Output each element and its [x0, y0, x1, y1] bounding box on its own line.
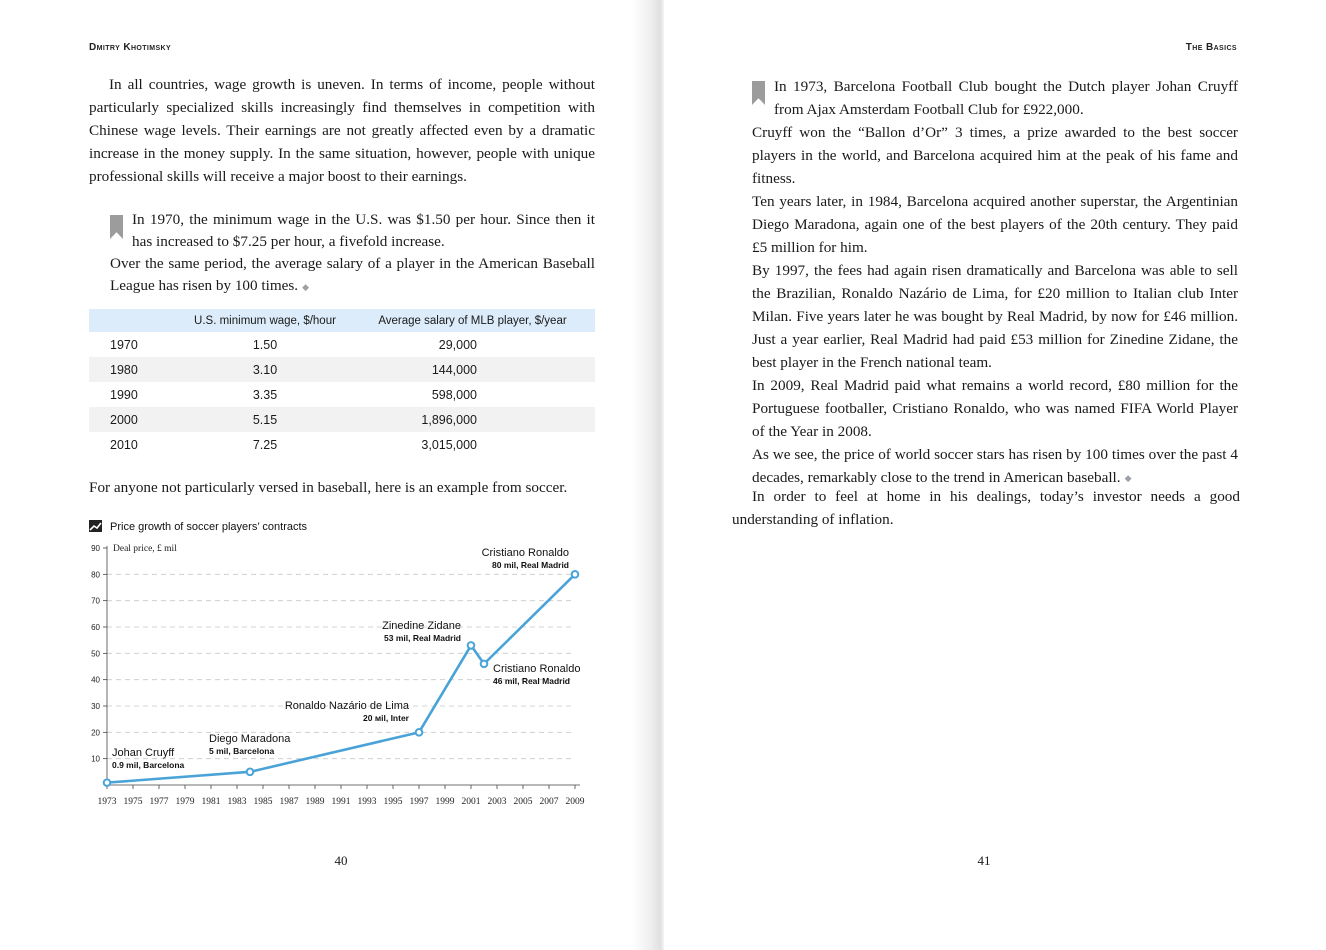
y-tick-label: 50: [91, 649, 100, 659]
data-point: [572, 571, 579, 578]
table-cell-wage: 7.25: [252, 437, 278, 452]
table-cell-salary: 3,015,000: [421, 437, 477, 452]
table-header-year: [89, 309, 180, 332]
y-tick-label: 80: [91, 570, 100, 580]
note-line-2: Cruyff won the “Ballon d’Or” 3 times, a prize awarded to the best soccer players in the world, and Barcelona acquired him at the peak of his fame and fitness.: [752, 124, 1238, 187]
table-row: [89, 332, 595, 357]
data-label: [493, 663, 580, 686]
paragraph-inflation: In order to feel at home in his dealings, today’s investor needs a good understanding of inflation.: [732, 488, 1240, 528]
x-tick-label: 1987: [279, 797, 299, 807]
table-cell-year: 2010: [110, 437, 138, 452]
table-cell-wage: 5.15: [180, 407, 350, 432]
table-header-min-wage: U.S. minimum wage, $/hour: [180, 309, 350, 332]
note-line-1: In 1970, the minimum wage in the U.S. was $1.50 per hour. Since then it has increased to $7.25 per hour, a fivefold increase.: [132, 211, 595, 250]
x-tick-label: 2001: [461, 797, 481, 807]
data-label: [382, 620, 461, 643]
data-label-deal: 46 mil, Real Madrid: [493, 675, 570, 686]
x-tick-label: 1997: [409, 797, 429, 807]
x-tick-label: 1979: [175, 797, 195, 807]
y-tick-label: 40: [91, 675, 100, 685]
data-label: [209, 733, 290, 756]
paragraph-soccer-intro: For anyone not particularly versed in baseball, here is an example from soccer.: [89, 479, 568, 496]
x-tick-label: 2009: [565, 797, 585, 807]
x-tick-label: 1977: [149, 797, 169, 807]
data-label: [285, 700, 409, 723]
chart-title-text: Price growth of soccer players’ contracts: [110, 521, 308, 533]
page-number-left: 40: [334, 853, 348, 868]
x-tick-label: 1973: [97, 797, 117, 807]
data-point: [104, 779, 111, 786]
data-label-deal: 53 mil, Real Madrid: [384, 633, 461, 644]
paragraph-wage-growth: In all countries, wage growth is uneven. In terms of income, people without particularly specialized skills increasingly find themselves in competition with Chinese wage levels. Their earnings are not greatly affected even by a dramatic increase in the money supply. In the same situation, however, people with unique professional skills will receive a major boost to their earnings.: [89, 76, 595, 185]
x-tick-label: 1991: [331, 797, 351, 807]
x-tick-label: 1983: [227, 797, 247, 807]
y-tick-label: 90: [91, 544, 100, 553]
page-number-right: 41: [977, 853, 991, 868]
note-line-2: Over the same period, the average salary of a player in the American Baseball League has risen by 100 times.: [110, 255, 595, 294]
data-point: [247, 769, 254, 776]
note-line-5: In 2009, Real Madrid paid what remains a world record, £80 million for the Portuguese footballer, Cristiano Ronaldo, who was named FIFA World Player of the Year in 2008.: [752, 377, 1238, 440]
x-tick-label: 1981: [201, 797, 221, 807]
table-cell-wage: 3.10: [180, 357, 350, 382]
table-cell-salary: 29,000: [438, 337, 477, 352]
table-cell-wage: 1.50: [252, 337, 278, 352]
note-soccer-transfers: [752, 75, 1238, 490]
data-label-player: Zinedine Zidane: [382, 620, 461, 633]
y-tick-label: 30: [91, 702, 100, 711]
data-point: [481, 661, 488, 668]
table-row: [89, 432, 595, 457]
note-line-6: As we see, the price of world soccer stars has risen by 100 times over the past 4 decades, remarkably close to the trend in American baseball.: [752, 446, 1238, 486]
x-tick-label: 1975: [123, 797, 143, 807]
x-tick-label: 2005: [513, 797, 533, 807]
y-tick-label: 20: [91, 728, 100, 738]
table-cell-salary: 1,896,000: [350, 407, 595, 432]
table-cell-salary: 144,000: [350, 357, 595, 382]
table-row: [89, 407, 595, 432]
table-cell-year: 2000: [89, 407, 180, 432]
y-tick-label: 60: [91, 623, 100, 632]
bookmark-icon: [752, 81, 765, 105]
note-line-3: Ten years later, in 1984, Barcelona acquired another superstar, the Argentinian Diego Maradona, again one of the best players of the 20th century. They paid £5 million for him.: [752, 193, 1238, 256]
table-header-mlb-salary: Average salary of MLB player, $/year: [350, 309, 595, 332]
data-label-deal: 0.9 mil, Barcelona: [112, 759, 185, 770]
table-cell-year: 1990: [110, 387, 138, 402]
data-label-deal: 80 mil, Real Madrid: [492, 560, 569, 571]
x-tick-label: 1995: [383, 797, 403, 807]
data-label-deal: 5 mil, Barcelona: [209, 745, 275, 756]
data-label-player: Cristiano Ronaldo: [493, 662, 581, 675]
x-tick-label: 1993: [357, 797, 377, 807]
table-cell-salary: 598,000: [431, 387, 477, 402]
x-tick-label: 1985: [253, 797, 273, 807]
table-header-row: [89, 309, 595, 332]
data-label-deal: 20 мil, Inter: [363, 713, 409, 724]
data-label-player: Ronaldo Nazário de Lima: [284, 700, 409, 713]
y-axis-label: Deal price, £ mil: [113, 544, 177, 554]
left-page: [0, 0, 632, 950]
x-tick-label: 1999: [435, 797, 455, 807]
x-tick-label: 2003: [487, 797, 507, 807]
x-tick-label: 2007: [539, 797, 559, 807]
bookmark-icon: [110, 215, 123, 239]
table-row: [89, 382, 595, 407]
wage-salary-table: [89, 309, 595, 457]
note-minimum-wage: [110, 209, 595, 298]
data-label-player: Cristiano Ronaldo: [481, 547, 569, 560]
data-label: [482, 547, 569, 570]
x-tick-label: 1989: [305, 797, 325, 807]
running-head-left: Dmitry Khotimsky: [89, 42, 172, 53]
chart-title: [89, 520, 307, 533]
table-cell-year: 1970: [110, 337, 138, 352]
data-point: [468, 642, 475, 649]
right-page: [664, 0, 1326, 950]
note-line-4: By 1997, the fees had again risen dramatically and Barcelona was able to sell the Brazilian, Ronaldo Nazário de Lima, for £20 million to Italian club Inter Milan. Five years later he was bought by Real Madrid, by now for £46 million. Just a year earlier, Real Madrid had paid £53 million for Zinedine Zidane, the best player in the French national team.: [752, 262, 1238, 371]
y-tick-label: 70: [91, 596, 100, 606]
running-head-right: The Basics: [1185, 42, 1237, 53]
data-label-player: Diego Maradona: [209, 732, 291, 745]
note-line-1: In 1973, Barcelona Football Club bought the Dutch player Johan Cruyff from Ajax Amsterdam Football Club for £922,000.: [774, 78, 1238, 118]
data-label: [112, 747, 184, 770]
table-cell-wage: 3.35: [252, 387, 278, 402]
book-gutter: [632, 0, 664, 950]
table-cell-year: 1980: [89, 357, 180, 382]
data-point: [416, 729, 423, 736]
diamond-icon: ◆: [1124, 473, 1132, 484]
y-tick-label: 10: [91, 754, 100, 764]
data-label-player: Johan Cruyff: [112, 746, 175, 759]
table-row: [89, 357, 595, 382]
chart-icon: [89, 520, 102, 532]
diamond-icon: ◆: [302, 281, 310, 292]
